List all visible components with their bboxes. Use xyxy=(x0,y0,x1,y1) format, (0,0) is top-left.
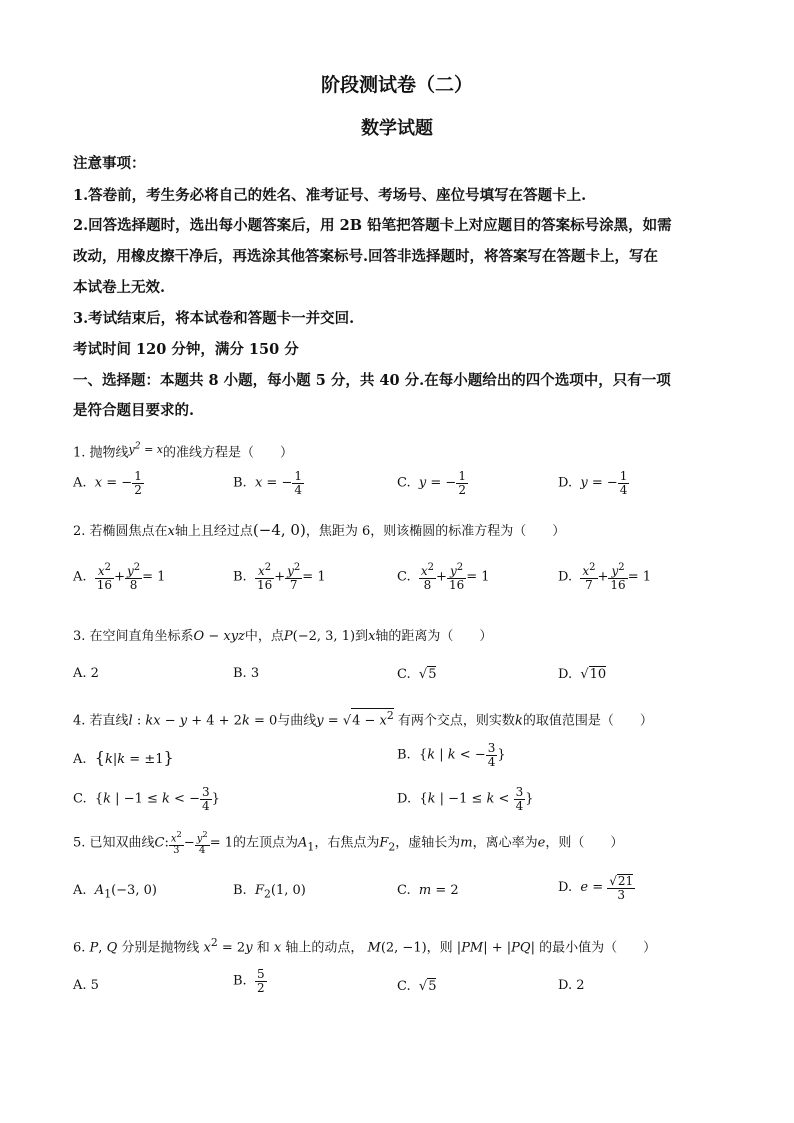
note-1: 1.答卷前，考生务必将自己的姓名、准考证号、考场号、座位号填写在答题卡上. xyxy=(73,187,587,204)
q2-option-a[interactable]: A. $\frac{x^2}{16}$ + $\frac{y^2}{8}$ = 1 xyxy=(73,562,166,592)
q5-option-c[interactable]: C. m = 2 xyxy=(397,883,459,898)
question-3: 3. 在空间直角坐标系O − xyz中，点P(−2, 3, 1)到x轴的距离为（ ） xyxy=(73,629,493,644)
q3-option-c[interactable]: C. √5 xyxy=(397,667,437,682)
q4-option-d[interactable]: D. {k | −1 ≤ k < $\frac{3}{4}$ } xyxy=(397,785,534,813)
q1-option-d[interactable]: D. y = − $\frac{1}{4}$ xyxy=(558,469,628,497)
q4-option-c[interactable]: C. {k | −1 ≤ k < − $\frac{3}{4}$ } xyxy=(73,785,220,813)
note-2c: 本试卷上无效. xyxy=(73,279,166,296)
q3-option-d[interactable]: D. √10 xyxy=(558,667,607,682)
note-2b: 改动，用橡皮擦干净后，再选涂其他答案标号.回答非选择题时，将答案写在答题卡上，写在 xyxy=(73,248,659,265)
q1-option-c[interactable]: C. y = − $\frac{1}{2}$ xyxy=(397,469,466,497)
section1-line2: 是符合题目要求的. xyxy=(73,402,195,419)
note-3: 3.考试结束后，将本试卷和答题卡一并交回. xyxy=(73,310,355,327)
q4-option-b[interactable]: B. {k | k < − $\frac{3}{4}$ } xyxy=(397,741,506,769)
notes-heading: 注意事项： xyxy=(73,155,146,172)
q2-option-d[interactable]: D. $\frac{x^2}{7}$ + $\frac{y^2}{16}$ = 1 xyxy=(558,562,651,592)
page-title: 阶段测试卷（二） xyxy=(320,74,473,96)
q6-option-d[interactable]: D. 2 xyxy=(558,978,585,993)
question-2: 2. 若椭圆焦点在x轴上且经过点(−4, 0)，焦距为 6，则该椭圆的标准方程为（ ） xyxy=(73,521,566,539)
q5-option-b[interactable]: B. $F_2(1$, 0) xyxy=(233,883,306,901)
question-6: 6. P, Q 分别是抛物线 $x^2 = 2y$ 和 x 轴上的动点， M(2, −1)，则 |PM| + |PQ| 的最小值为（ ） xyxy=(73,936,657,956)
question-1: 1. 抛物线$^{y^2 = x}$的准线方程是（ ） xyxy=(73,440,294,461)
q4-option-a[interactable]: A. {k|k = ±1} xyxy=(73,748,174,767)
q2-option-c[interactable]: C. $\frac{x^2}{8}$ + $\frac{y^2}{16}$ = 1 xyxy=(397,562,490,592)
q5-option-d[interactable]: D. e = $\frac{√21}{3}$ xyxy=(558,874,634,902)
q3-option-b[interactable]: B. 3 xyxy=(233,666,260,681)
q6-option-b[interactable]: B. $\frac{5}{2}$ xyxy=(233,967,265,995)
q1-option-a[interactable]: A. x = − $\frac{1}{2}$ xyxy=(73,469,142,497)
exam-time: 考试时间 120 分钟，满分 150 分 xyxy=(73,341,299,358)
q3-option-a[interactable]: A. 2 xyxy=(73,666,99,681)
q1-option-b[interactable]: B. x = − $\frac{1}{4}$ xyxy=(233,469,302,497)
section1-line1: 一、选择题：本题共 8 小题，每小题 5 分，共 40 分.在每小题给出的四个选项中，只有一项 xyxy=(73,372,671,389)
q6-option-c[interactable]: C. √5 xyxy=(397,979,437,994)
question-4: 4. 若直线l : kx − y + 4 + 2k = 0与曲线$y = √4 - x^2$ 有两个交点，则实数k的取值范围是（ ） xyxy=(73,709,653,729)
q6-option-a[interactable]: A. 5 xyxy=(73,978,99,993)
note-2a: 2.回答选择题时，选出每小题答案后，用 2B 铅笔把答题卡上对应题目的答案标号涂黑，如需 xyxy=(73,217,672,234)
q5-option-a[interactable]: A. $A_1(-3$, 0) xyxy=(73,883,157,901)
page-subtitle: 数学试题 xyxy=(361,118,433,139)
q2-option-b[interactable]: B. $\frac{x^2}{16}$ + $\frac{y^2}{7}$ = 1 xyxy=(233,562,326,592)
question-5: 5. 已知双曲线C: $\frac{x^2}{3}$ − $\frac{y^2}{4}$ = 1的左顶点为$A_1$，右焦点为$F_2$，虚轴长为m，离心率为e，则（ ） xyxy=(73,829,624,856)
